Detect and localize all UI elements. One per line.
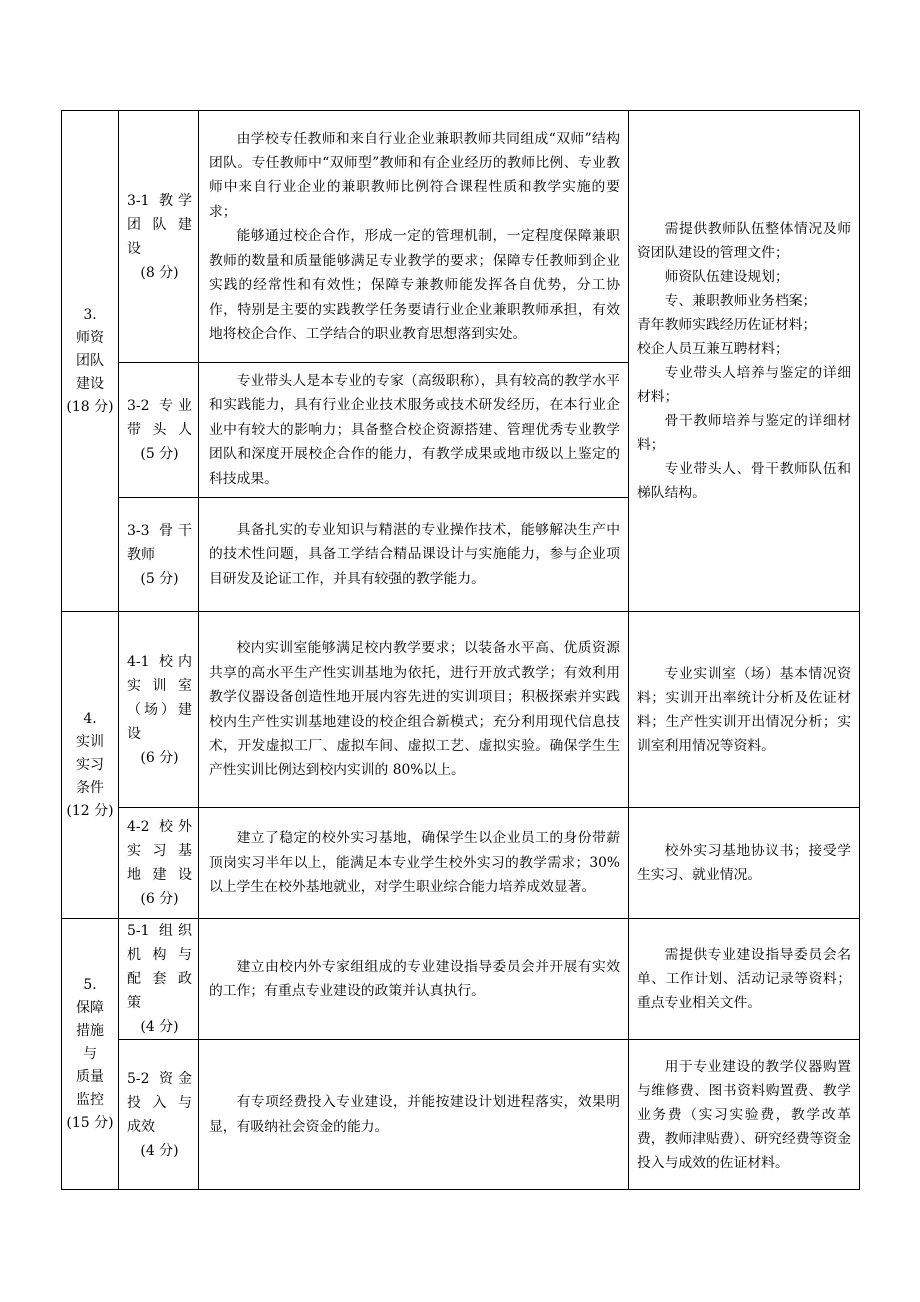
item-score: (8 分) [140, 264, 179, 281]
item-name-line: 团队建 [127, 216, 192, 233]
standard-text: 建立了稳定的校外实习基地，确保学生以企业员工的身份带薪顶岗实习半年以上，能满足本专业学生校外实习的教学需求；30%以上学生在校外基地就业，对学生职业综合能力培养成效显著。 [209, 830, 620, 896]
standard-text: 校内实训室能够满足校内教学要求；以装备水平高、优质资源共享的高水平生产性实训基地为依托，进行开放式教学；有效利用教学仪器设备创造性地开展内容先进的实训项目；积极探索并实践校内生产性实训基地建设的校企组合新模式；充分利用现代信息技术，开发虚拟工厂、虚拟车间、虚拟工艺、虚拟实验。确保学生生产性实训比例达到校内实训的 80%以上。 [209, 640, 620, 779]
category-number: 4. [83, 710, 97, 727]
table-row [62, 111, 860, 363]
item-name-line: 4-2 校外 [127, 819, 192, 835]
category-cell [62, 111, 119, 612]
standard-cell [199, 612, 629, 808]
evidence-text: 专业带头人、骨干教师队伍和梯队结构。 [637, 461, 851, 501]
evidence-text: 青年教师实践经历佐证材料； [637, 317, 817, 333]
category-line: 措施 [76, 1022, 104, 1039]
category-score: (12 分) [66, 802, 114, 819]
category-line: 实训 [76, 733, 104, 750]
standard-text: 建立由校内外专家组组成的专业建设指导委员会并开展有实效的工作；有重点专业建设的政策并认真执行。 [209, 958, 620, 999]
evidence-cell [629, 808, 860, 919]
table-row [62, 808, 860, 919]
item-name-line: 投入与 [127, 1094, 192, 1111]
category-line: 质量 [76, 1068, 104, 1085]
item-name-cell [119, 808, 199, 919]
item-name-line: 设 [127, 725, 141, 742]
evidence-text: 专业带头人培养与鉴定的详细材料； [637, 365, 851, 405]
item-name-cell [119, 498, 199, 612]
evaluation-table [61, 110, 860, 1190]
evidence-text: 专业实训室（场）基本情况资料；实训开出率统计分析及佐证材料；生产性实训开出情况分析；实训室利用情况等资料。 [637, 665, 851, 754]
table-row [62, 612, 860, 808]
item-name-cell [119, 111, 199, 363]
category-cell [62, 919, 119, 1190]
item-name-line: 3-2 专业 [127, 398, 192, 414]
category-cell [62, 612, 119, 919]
item-score: (4 分) [140, 1019, 179, 1035]
standard-cell [199, 808, 629, 919]
category-number: 3. [83, 306, 97, 323]
item-name-line: 地建设 [127, 867, 192, 883]
item-score: (6 分) [140, 749, 179, 766]
item-name-line: 实训室 [127, 677, 192, 694]
item-score: (5 分) [140, 446, 179, 462]
standard-cell [199, 498, 629, 612]
item-name-line: 教师 [127, 546, 155, 563]
item-name-line: 5-1 组织 [127, 923, 192, 939]
item-name-cell [119, 1040, 199, 1190]
item-name-line: 配套政 [127, 971, 192, 987]
table-row [62, 1040, 860, 1190]
standard-cell [199, 111, 629, 363]
category-score: (18 分) [66, 398, 114, 415]
item-score: (5 分) [140, 570, 179, 587]
item-name-line: 策 [127, 995, 141, 1011]
item-name-line: 3-3 骨干 [127, 522, 192, 539]
standard-cell [199, 363, 629, 498]
category-line: 监控 [76, 1091, 104, 1108]
item-name-cell [119, 363, 199, 498]
category-score: (15 分) [66, 1114, 114, 1131]
standard-cell [199, 919, 629, 1040]
evidence-text: 用于专业建设的教学仪器购置与维修费、图书资料购置费、教学业务费（实习实验费，教学改革费，教师津贴费）、研究经费等资金投入与成效的佐证材料。 [637, 1058, 851, 1171]
item-name-cell [119, 919, 199, 1040]
item-score: (4 分) [140, 1142, 179, 1159]
item-name-line: 4-1 校内 [127, 653, 192, 670]
evidence-cell [629, 1040, 860, 1190]
item-name-line: 成效 [127, 1118, 155, 1135]
category-line: 与 [83, 1045, 97, 1062]
evidence-cell [629, 111, 860, 612]
item-name-line: （场）建 [127, 701, 192, 718]
category-line: 实习 [76, 756, 104, 773]
item-name-line: 3-1 教学 [127, 192, 192, 209]
standard-text: 由学校专任教师和来自行业企业兼职教师共同组成“双师”结构团队。专任教师中“双师型”教师和有企业经历的教师比例、专业教师中来自行业企业的兼职教师比例符合课程性质和教学实施的要求； [209, 130, 620, 220]
category-line: 建设 [76, 375, 104, 392]
item-score: (6 分) [140, 891, 179, 907]
standard-text: 有专项经费投入专业建设，并能按建设计划进程落实，效果明显，有吸纳社会资金的能力。 [209, 1094, 620, 1135]
item-name-line: 实习基 [127, 843, 192, 859]
table-row [62, 919, 860, 1040]
evidence-text: 骨干教师培养与鉴定的详细材料； [637, 413, 851, 453]
category-number: 5. [83, 976, 97, 993]
evidence-cell [629, 612, 860, 808]
item-name-line: 带头人 [127, 422, 192, 438]
evidence-text: 专、兼职教师业务档案； [664, 293, 817, 309]
standard-cell [199, 1040, 629, 1190]
category-line: 条件 [76, 779, 104, 796]
standard-text: 能够通过校企合作，形成一定的管理机制，一定程度保障兼职教师的数量和质量能够满足专业教学的要求；保障专任教师到企业实践的经常性和有效性；保障专兼教师能发挥各自优势，分工协作，特别是主要的实践教学任务要请行业企业兼职教师承担，有效地将校企合作、工学结合的职业教育思想落到实处。 [209, 228, 620, 342]
category-line: 保障 [76, 999, 104, 1016]
category-line: 师资 [76, 329, 104, 346]
evidence-text: 校企人员互兼互聘材料； [637, 341, 789, 357]
evidence-text: 师资队伍建设规划； [664, 269, 789, 285]
evidence-text: 校外实习基地协议书；接受学生实习、就业情况。 [637, 843, 851, 883]
item-name-line: 5-2 资金 [127, 1070, 192, 1087]
evidence-cell [629, 919, 860, 1040]
evidence-text: 需提供教师队伍整体情况及师资团队建设的管理文件； [637, 221, 851, 261]
category-line: 团队 [76, 352, 104, 369]
standard-text: 具备扎实的专业知识与精湛的专业操作技术，能够解决生产中的技术性问题，具备工学结合精品课设计与实施能力，参与企业项目研发及论证工作，并具有较强的教学能力。 [209, 521, 620, 587]
standard-text: 专业带头人是本专业的专家（高级职称），具有较高的教学水平和实践能力，具有行业企业技术服务或技术研发经历，在本行业企业中有较大的影响力；具备整合校企资源搭建、管理优秀专业教学团队和深度开展校企合作的能力，有教学成果或地市级以上鉴定的科技成果。 [209, 372, 620, 487]
item-name-cell [119, 612, 199, 808]
item-name-line: 机构与 [127, 947, 192, 963]
item-name-line: 设 [127, 240, 141, 257]
evidence-text: 需提供专业建设指导委员会名单、工作计划、活动记录等资料；重点专业相关文件。 [637, 947, 851, 1011]
